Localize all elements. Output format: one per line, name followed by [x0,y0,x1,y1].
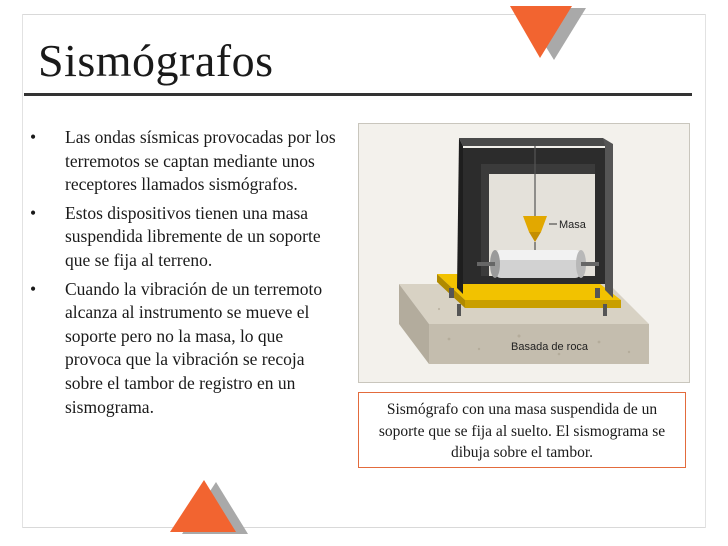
figure-caption: Sismógrafo con una masa suspendida de un soporte que se fija al suelto. El sismograma se dibuja sobre el tambor. [358,392,686,468]
bullet-text: Cuando la vibración de un terremoto alcanza al instrumento se mueve el soporte pero no la masa, lo que provoca que la vibración se recoja sobre el tambor de registro en un sismograma. [65,278,323,417]
frame-line-bottom [22,527,706,528]
mass-label: Masa [559,219,586,231]
frame-line-left [22,14,23,528]
title-rule [24,93,692,96]
seismograph-illustration [359,124,689,382]
bullet-icon: • [30,278,37,299]
bullet-item [30,202,340,273]
bullet-text: Estos dispositivos tienen una masa suspendida libremente de un soporte que se fija al terreno. [65,202,321,270]
bullet-icon: • [30,202,37,223]
seismograph-figure [358,123,690,383]
bullet-icon: • [30,127,37,147]
bullet-list [30,126,340,424]
bullet-item [30,278,340,420]
page-title: Sismógrafos [38,35,274,86]
up-triangle-icon [170,478,250,536]
frame-line-right [705,14,706,528]
bullet-item [30,126,340,197]
frame-line-top [22,14,706,15]
bullet-text: Las ondas sísmicas provocadas por los terremotos se captan mediante unos receptores llamados sismógrafos. [65,127,336,195]
rock-base-label: Basada de roca [511,341,589,353]
down-triangle-icon [504,4,588,62]
